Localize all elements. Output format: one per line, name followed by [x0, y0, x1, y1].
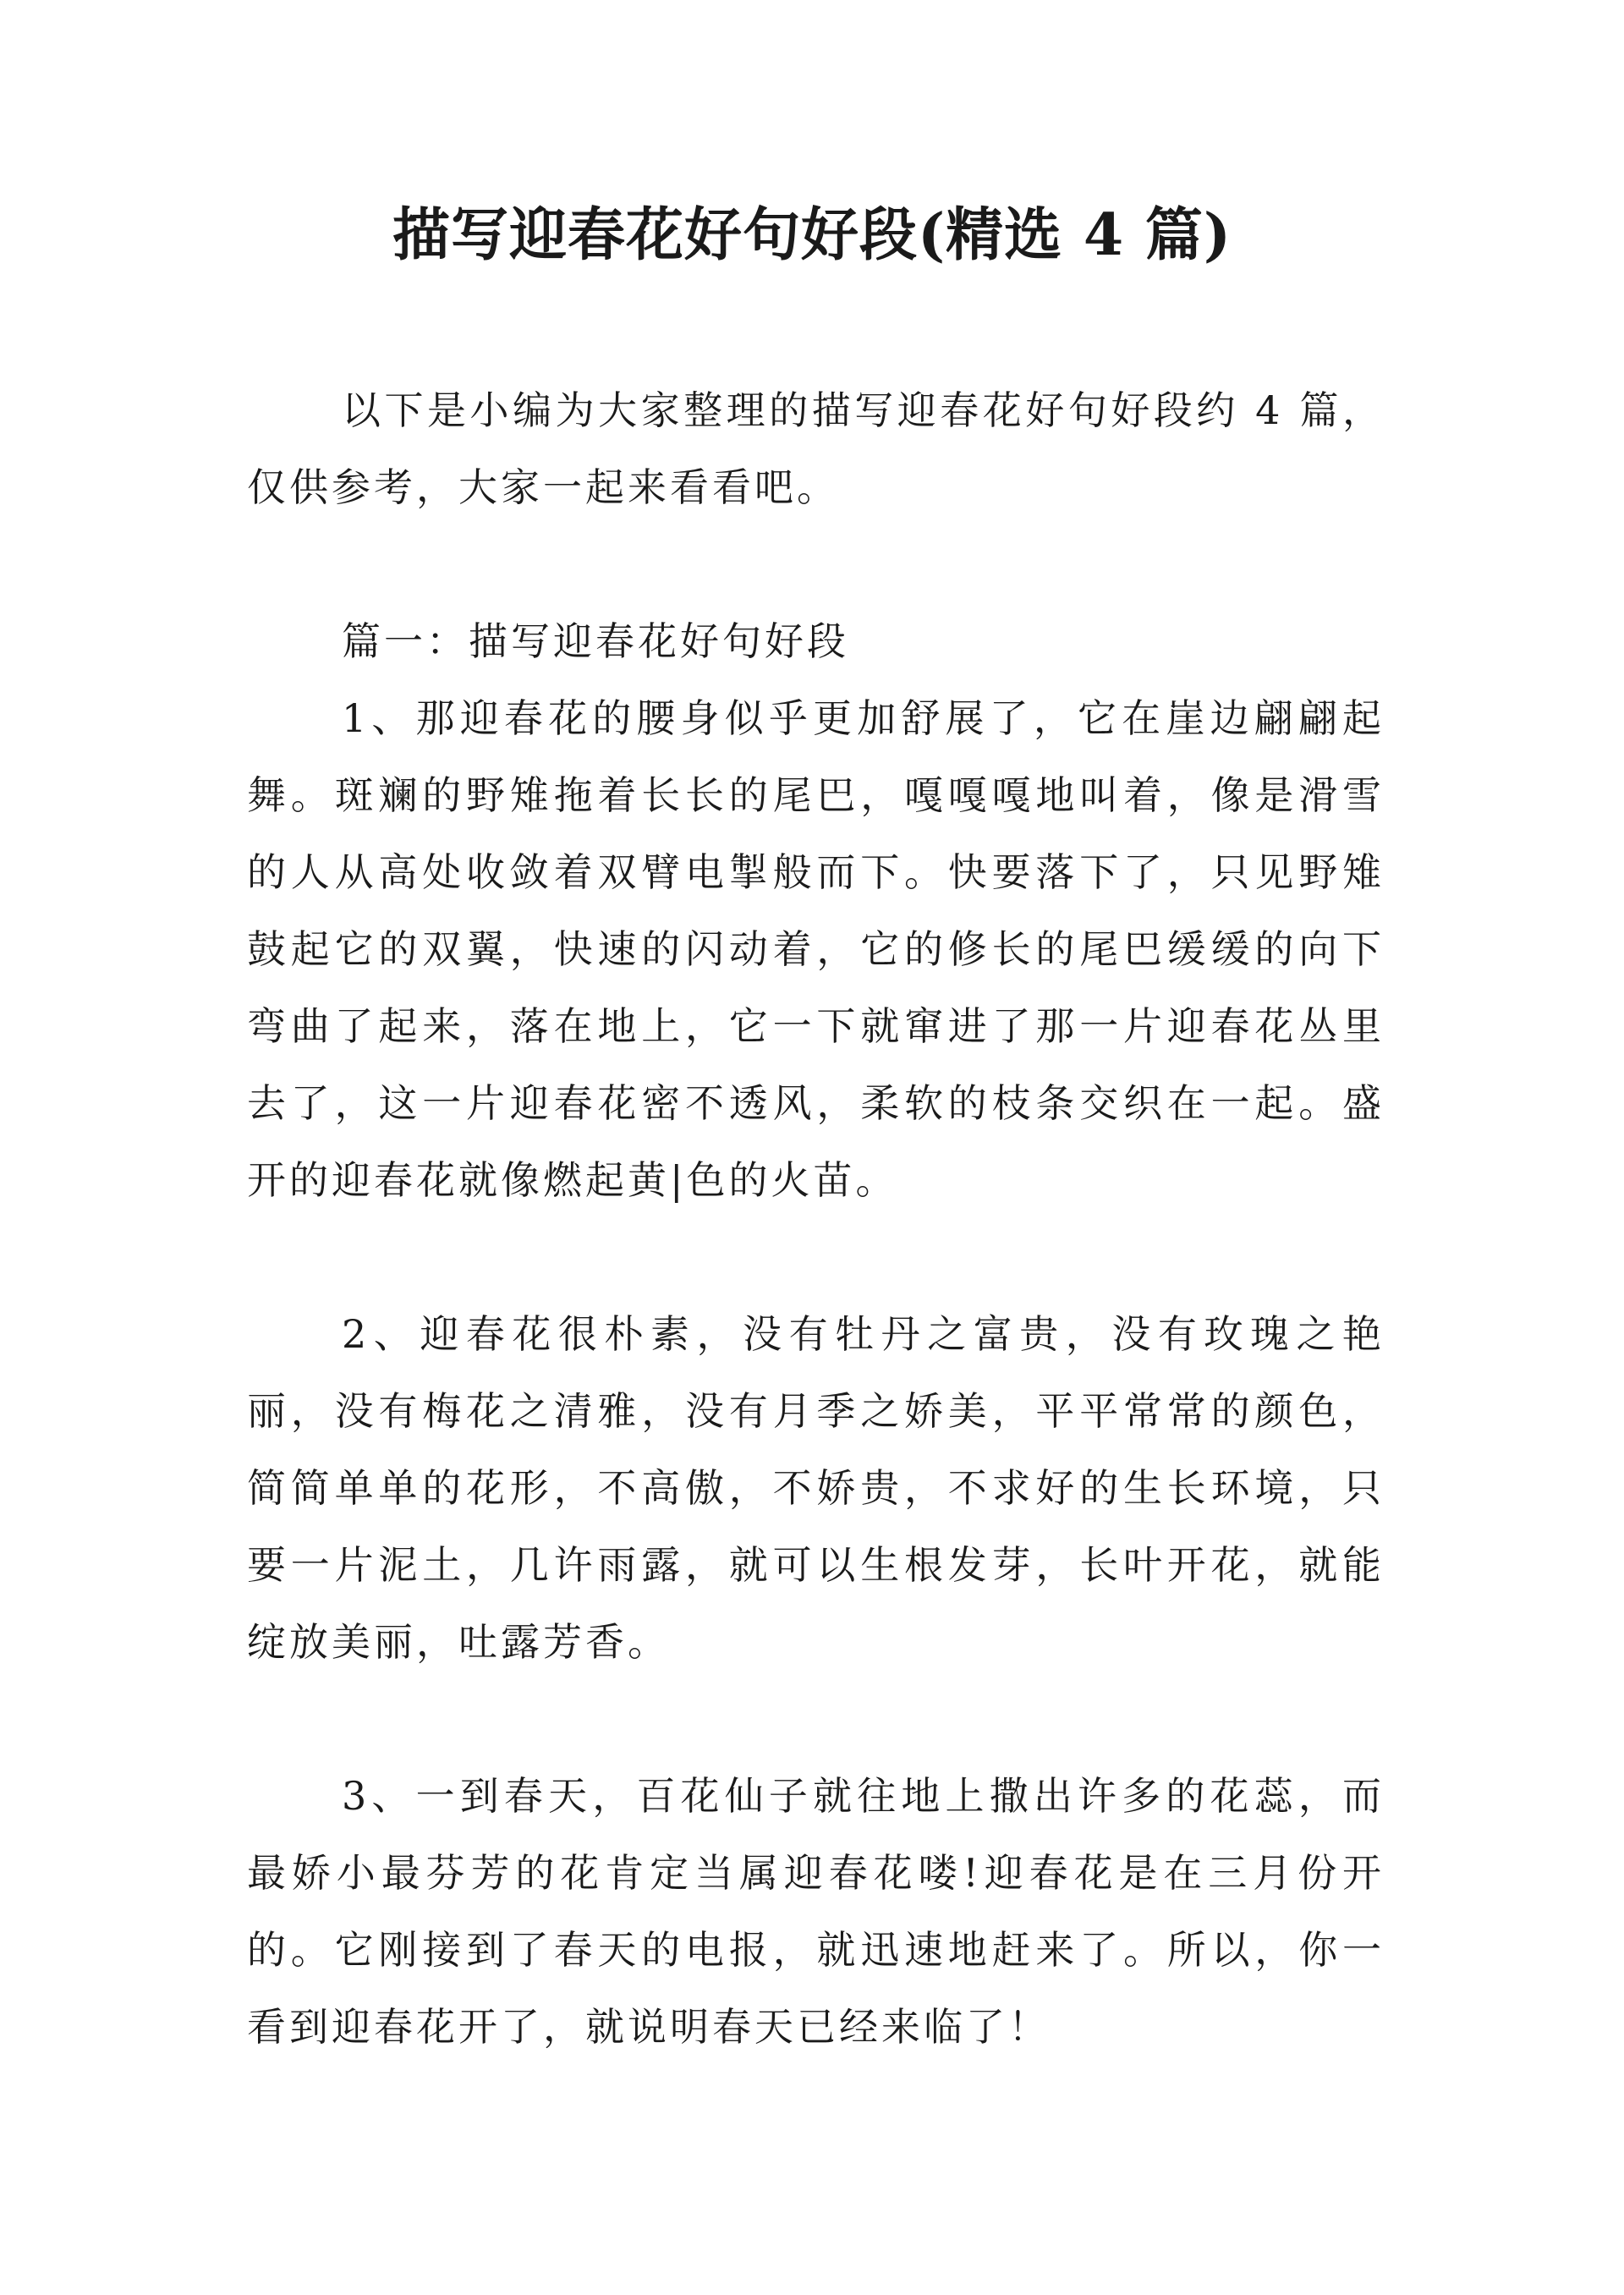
- document-body: [247, 372, 1385, 2066]
- paragraph-2: 2、迎春花很朴素，没有牡丹之富贵，没有玫瑰之艳丽，没有梅花之清雅，没有月季之娇美，平平常常的颜色，简简单单的花形，不高傲，不娇贵，不求好的生长环境，只要一片泥土，几许雨露，就可以生根发芽，长叶开花，就能绽放美丽，吐露芳香。: [247, 1311, 1385, 1665]
- intro-paragraph: 以下是小编为大家整理的描写迎春花好句好段约 4 篇，仅供参考，大家一起来看看吧。: [247, 387, 1385, 510]
- spacer: [247, 1681, 1385, 1758]
- paragraph-3: 3、一到春天，百花仙子就往地上撒出许多的花蕊，而最娇小最芬芳的花肯定当属迎春花喽!迎春花是在三月份开的。它刚接到了春天的电报，就迅速地赶来了。所以，你一看到迎春花开了，就说明春天已经来临了！: [247, 1773, 1385, 2050]
- spacer: [247, 526, 1385, 603]
- spacer: [247, 1219, 1385, 1296]
- paragraph-1: 1、那迎春花的腰身似乎更加舒展了，它在崖边翩翩起舞。斑斓的野雉拖着长长的尾巴，嘎嘎嘎地叫着，像是滑雪的人从高处收敛着双臂电掣般而下。快要落下了，只见野雉鼓起它的双翼，快速的闪动着，它的修长的尾巴缓缓的向下弯曲了起来，落在地上，它一下就窜进了那一片迎春花丛里去了，这一片迎春花密不透风，柔软的枝条交织在一起。盛开的迎春花就像燃起黄|色的火苗。: [247, 695, 1385, 1203]
- document-title: 描写迎春花好句好段(精选 4 篇): [392, 201, 1232, 269]
- section-heading: 篇一：描写迎春花好句好段: [342, 618, 849, 664]
